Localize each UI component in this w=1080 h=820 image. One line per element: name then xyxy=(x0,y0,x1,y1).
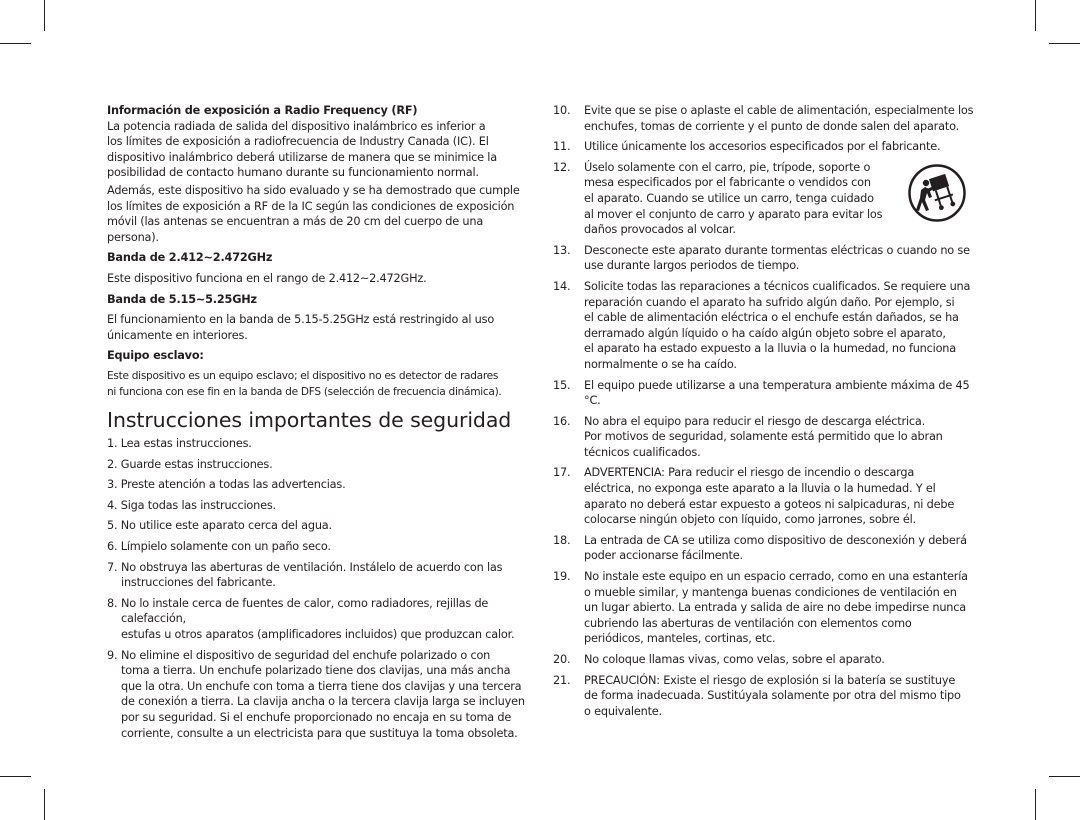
text-line: estufas u otros aparatos (amplificadores incluidos) que produzcan calor. xyxy=(121,628,515,642)
item-number: 11. xyxy=(553,140,571,154)
text-line: enchufes, tomas de corriente y el punto de donde salen del aparato. xyxy=(584,119,959,133)
item-number: 10. xyxy=(553,104,571,117)
list-item xyxy=(553,378,978,409)
text-line: o equivalente. xyxy=(584,704,662,718)
item-number: 8. xyxy=(107,596,118,610)
text-line: cubriendo las aberturas de ventilación con elementos como xyxy=(584,616,912,630)
band1-text: Este dispositivo funciona en el rango de 2.412~2.472GHz. xyxy=(107,271,427,285)
text-line: o mueble similar, y mantenga buenas condiciones de ventilación en xyxy=(584,585,957,599)
text-line: reparación cuando el aparato ha sufrido algún daño. Por ejemplo, si xyxy=(584,295,955,309)
text-line: La potencia radiada de salida del dispositivo inalámbrico es inferior a xyxy=(107,119,486,133)
text-line: colocarse ningún objeto con líquido, como jarrones, sobre él. xyxy=(584,513,916,527)
rf-heading: Información de exposición a Radio Frequency (RF) xyxy=(107,104,418,117)
item-number: 21. xyxy=(553,673,571,687)
list-item xyxy=(553,243,978,274)
text-line: por su seguridad. Si el enchufe proporcionado no encaja en su toma de xyxy=(121,711,512,724)
text-line: al mover el conjunto de carro y aparato para evitar los xyxy=(584,207,883,221)
list-item xyxy=(553,160,978,238)
text-line: poder accionarse fácilmente. xyxy=(584,549,743,563)
list-item xyxy=(553,279,978,373)
text-line: Además, este dispositivo ha sido evaluado y se ha demostrado que cumple xyxy=(107,183,520,197)
list-item xyxy=(107,560,532,591)
crop-mark-icon xyxy=(1049,43,1080,44)
text-line: use durante largos periodos de tiempo. xyxy=(584,259,800,273)
crop-mark-icon xyxy=(1035,0,1036,31)
text-line: Utilice únicamente los accesorios especificados por el fabricante. xyxy=(584,140,941,154)
list-item xyxy=(107,648,532,742)
text-line: Este dispositivo es un equipo esclavo; el dispositivo no es detector de radares xyxy=(107,369,499,382)
item-number: 15. xyxy=(553,378,571,392)
list-item xyxy=(553,652,978,668)
band2-text xyxy=(107,312,532,343)
list-item: 1. Lea estas instrucciones. xyxy=(107,437,252,451)
text-line: No lo instale cerca de fuentes de calor, como radiadores, rejillas de calefacción, xyxy=(121,596,489,626)
text-line: posibilidad de contacto humano durante su funcionamiento normal. xyxy=(107,166,479,180)
item-number: 13. xyxy=(553,243,571,257)
text-line: aparato no deberá estar expuesto a goteos ni salpicaduras, ni debe xyxy=(584,497,955,511)
list-item xyxy=(553,569,978,647)
text-line: eléctrica, no exponga este aparato a la lluvia o la humedad. Y el xyxy=(584,482,936,496)
slave-text xyxy=(107,369,532,400)
text-line: ADVERTENCIA: Para reducir el riesgo de incendio o descarga xyxy=(584,466,915,480)
crop-mark-icon xyxy=(1049,776,1080,777)
crop-mark-icon xyxy=(44,789,45,820)
rf-paragraph-1 xyxy=(107,119,532,181)
text-line: técnicos cualificados. xyxy=(584,445,701,459)
list-item xyxy=(553,414,978,461)
list-item: 2. Guarde estas instrucciones. xyxy=(107,457,273,471)
list-item: 6. Límpielo solamente con un paño seco. xyxy=(107,540,331,554)
list-item: 3. Preste atención a todas las advertencias. xyxy=(107,478,346,492)
text-line: móvil (las antenas se encuentran a más de 20 cm del cuerpo de una persona). xyxy=(107,215,484,244)
item-number: 14. xyxy=(553,279,571,293)
text-line: Solicite todas las reparaciones a técnicos cualificados. Se requiere una xyxy=(584,279,971,293)
text-line: mesa especificados por el fabricante o vendidos con xyxy=(584,176,871,190)
text-line: el aparato. Cuando se utilice un carro, tenga cuidado xyxy=(584,191,874,205)
text-line: dispositivo inalámbrico deberá utilizarse de manera que se minimice la xyxy=(107,150,497,164)
text-line: el aparato ha estado expuesto a la lluvia o la humedad, no funciona xyxy=(584,342,956,356)
crop-mark-icon xyxy=(0,43,31,44)
list-item xyxy=(553,533,978,564)
text-line: Úselo solamente con el carro, pie, trípode, soporte o xyxy=(584,160,871,174)
item-number: 9. xyxy=(107,648,118,662)
text-line: El funcionamiento en la banda de 5.15-5.25GHz está restringido al uso xyxy=(107,313,495,327)
text-line: los límites de exposición a RF de la IC según las condiciones de exposición xyxy=(107,199,515,213)
slave-heading: Equipo esclavo: xyxy=(107,349,204,363)
list-item xyxy=(553,103,978,134)
item-number: 17. xyxy=(553,466,571,480)
cart-tip-over-warning-icon xyxy=(908,164,966,222)
text-line: No instale este equipo en un espacio cerrado, como en una estantería xyxy=(584,570,968,584)
list-item xyxy=(553,673,978,720)
text-line: únicamente en interiores. xyxy=(107,328,248,342)
text-line: de forma inadecuada. Sustitúyala solamente por otra del mismo tipo xyxy=(584,689,961,703)
text-line: el cable de alimentación eléctrica o el enchufe están dañados, se ha xyxy=(584,311,959,325)
text-line: un lugar abierto. La entrada y salida de aire no debe impedirse nunca xyxy=(584,601,966,615)
list-item xyxy=(553,139,978,155)
text-line: de conexión a tierra. La clavija ancha o la tercera clavija larga se incluyen xyxy=(121,695,525,709)
text-line: Desconecte este aparato durante tormentas eléctricas o cuando no se xyxy=(584,243,970,257)
text-line: La entrada de CA se utiliza como dispositivo de desconexión y deberá xyxy=(584,533,967,547)
safety-title: Instrucciones importantes de seguridad xyxy=(107,408,512,433)
text-line: Por motivos de seguridad, solamente está permitido que lo abran xyxy=(584,430,943,444)
band2-heading: Banda de 5.15~5.25GHz xyxy=(107,292,257,306)
list-item: 4. Siga todas las instrucciones. xyxy=(107,498,276,512)
text-line: El equipo puede utilizarse a una temperatura ambiente máxima de 45 °C. xyxy=(584,378,970,408)
text-line: No abra el equipo para reducir el riesgo de descarga eléctrica. xyxy=(584,414,926,428)
text-line: PRECAUCIÓN: Existe el riesgo de explosión si la batería se sustituye xyxy=(584,673,956,687)
text-line: toma a tierra. Un enchufe polarizado tiene dos clavijas, una más ancha xyxy=(121,664,511,678)
list-item xyxy=(107,596,532,643)
text-line: periódicos, manteles, cortinas, etc. xyxy=(584,632,776,646)
text-line: No obstruya las aberturas de ventilación. Instálelo de acuerdo con las xyxy=(121,560,503,574)
text-line: Evite que se pise o aplaste el cable de alimentación, especialmente los xyxy=(584,104,974,117)
crop-mark-icon xyxy=(0,776,31,777)
text-line: los límites de exposición a radiofrecuencia de Industry Canada (IC). El xyxy=(107,135,489,149)
crop-mark-icon xyxy=(1035,789,1036,820)
text-line: normalmente o se ha caído. xyxy=(584,357,737,371)
text-line: corriente, consulte a un electricista para que sustituya la toma obsoleta. xyxy=(121,726,518,740)
item-number: 12. xyxy=(553,160,571,174)
text-line: instrucciones del fabricante. xyxy=(121,576,276,590)
text-line: que la otra. Un enchufe con toma a tierra tiene dos clavijas y una tercera xyxy=(121,679,522,693)
text-line: No coloque llamas vivas, como velas, sobre el aparato. xyxy=(584,653,885,666)
crop-mark-icon xyxy=(44,0,45,31)
list-item: 5. No utilice este aparato cerca del agua. xyxy=(107,519,332,533)
rf-paragraph-2 xyxy=(107,183,532,245)
band1-heading: Banda de 2.412~2.472GHz xyxy=(107,251,273,265)
item-number: 18. xyxy=(553,533,571,547)
text-line: No elimine el dispositivo de seguridad del enchufe polarizado o con xyxy=(121,648,491,662)
text-line: derramado algún líquido o ha caído algún objeto sobre el aparato, xyxy=(584,326,946,340)
list-item xyxy=(553,465,978,527)
item-number: 19. xyxy=(553,570,571,584)
text-line: daños provocados al volcar. xyxy=(584,223,736,237)
right-column xyxy=(553,103,978,724)
left-column xyxy=(107,103,532,741)
item-number: 7. xyxy=(107,560,118,574)
item-number: 20. xyxy=(553,653,571,666)
text-line: ni funciona con ese fin en la banda de DFS (selección de frecuencia dinámica). xyxy=(107,385,502,398)
item-number: 16. xyxy=(553,414,571,428)
